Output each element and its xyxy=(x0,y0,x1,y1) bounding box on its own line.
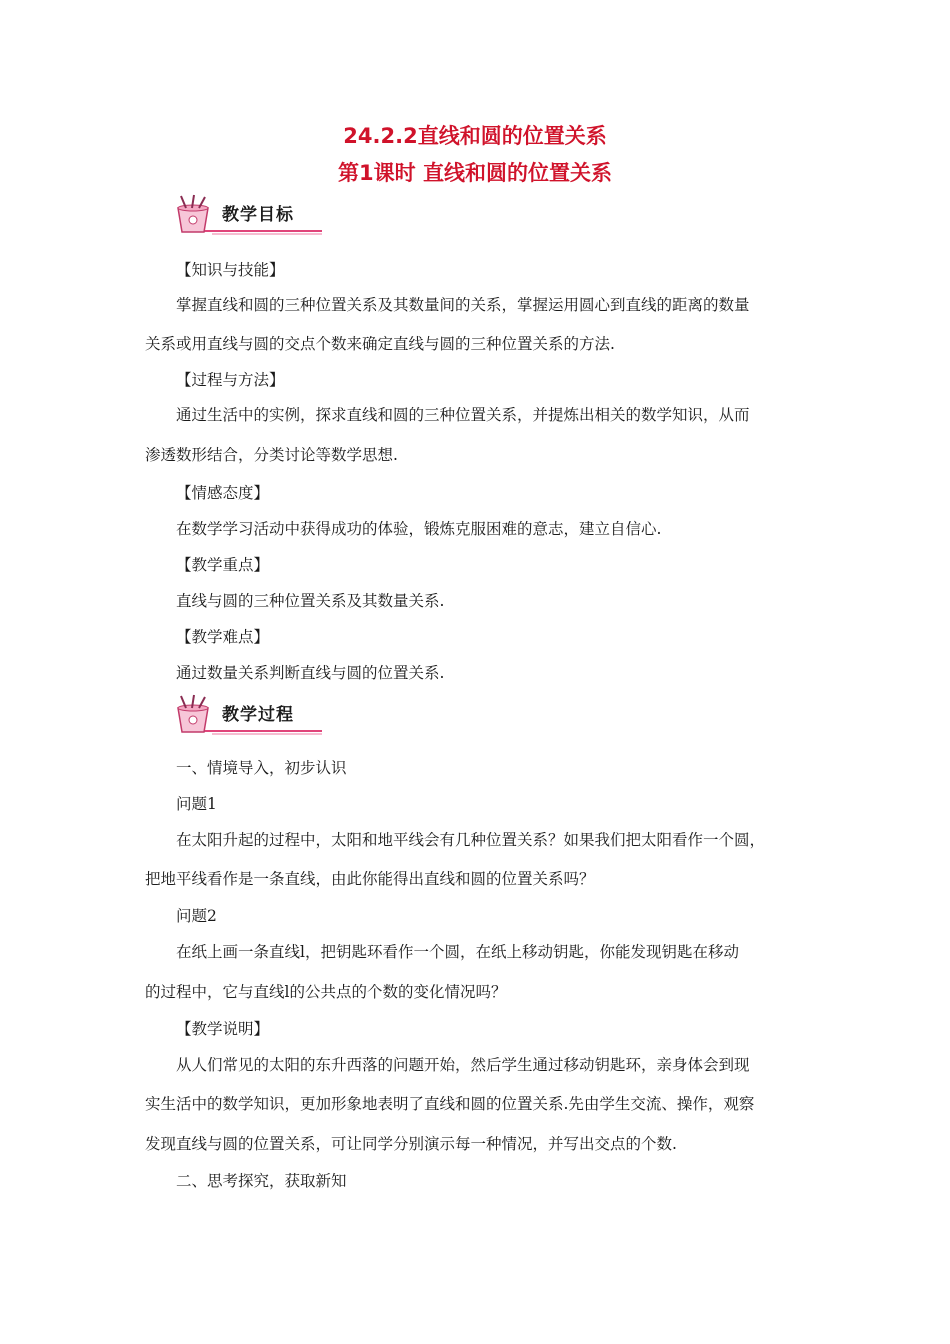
section-badge-process xyxy=(172,694,322,736)
paragraph-line: 通过生活中的实例，探求直线和圆的三种位置关系，并提炼出相关的数学知识，从而 xyxy=(176,406,750,424)
paragraph-line: 通过数量关系判断直线与圆的位置关系. xyxy=(176,664,445,682)
section-heading: 【教学难点】 xyxy=(176,628,270,646)
paragraph-line: 实生活中的数学知识，更加形象地表明了直线和圆的位置关系.先由学生交流、操作，观察 xyxy=(145,1095,755,1113)
paragraph-line: 在纸上画一条直线l，把钥匙环看作一个圆，在纸上移动钥匙，你能发现钥匙在移动 xyxy=(176,943,739,961)
badge-label: 教学过程 xyxy=(222,705,294,725)
step-heading: 二、思考探究，获取新知 xyxy=(176,1172,347,1190)
section-heading: 【知识与技能】 xyxy=(176,261,285,279)
paragraph-line: 发现直线与圆的位置关系，可让同学分别演示每一种情况，并写出交点的个数. xyxy=(145,1135,677,1153)
paragraph-line: 掌握直线和圆的三种位置关系及其数量间的关系，掌握运用圆心到直线的距离的数量 xyxy=(176,296,750,314)
section-badge-goals xyxy=(172,194,322,236)
paragraph-line: 的过程中，它与直线l的公共点的个数的变化情况吗？ xyxy=(145,983,507,1001)
section-heading: 【情感态度】 xyxy=(176,484,270,502)
step-heading: 一、情境导入，初步认识 xyxy=(176,759,347,777)
page-title: 24.2.2直线和圆的位置关系 xyxy=(343,124,607,148)
paragraph-line: 关系或用直线与圆的交点个数来确定直线与圆的三种位置关系的方法. xyxy=(145,335,615,353)
section-heading: 【教学重点】 xyxy=(176,556,270,574)
paragraph-line: 在太阳升起的过程中，太阳和地平线会有几种位置关系？如果我们把太阳看作一个圆， xyxy=(176,831,766,849)
paragraph-line: 把地平线看作是一条直线，由此你能得出直线和圆的位置关系吗？ xyxy=(145,870,595,888)
question-heading: 问题2 xyxy=(176,907,217,925)
badge-label: 教学目标 xyxy=(222,205,294,225)
section-heading: 【过程与方法】 xyxy=(176,371,285,389)
paragraph-line: 从人们常见的太阳的东升西落的问题开始，然后学生通过移动钥匙环，亲身体会到现 xyxy=(176,1056,750,1074)
paragraph-line: 直线与圆的三种位置关系及其数量关系. xyxy=(176,592,445,610)
page-subtitle: 第1课时 直线和圆的位置关系 xyxy=(338,161,612,185)
section-heading: 【教学说明】 xyxy=(176,1020,270,1038)
paragraph-line: 在数学学习活动中获得成功的体验，锻炼克服困难的意志，建立自信心. xyxy=(176,520,662,538)
question-heading: 问题1 xyxy=(176,795,217,813)
paragraph-line: 渗透数形结合，分类讨论等数学思想. xyxy=(145,446,398,464)
